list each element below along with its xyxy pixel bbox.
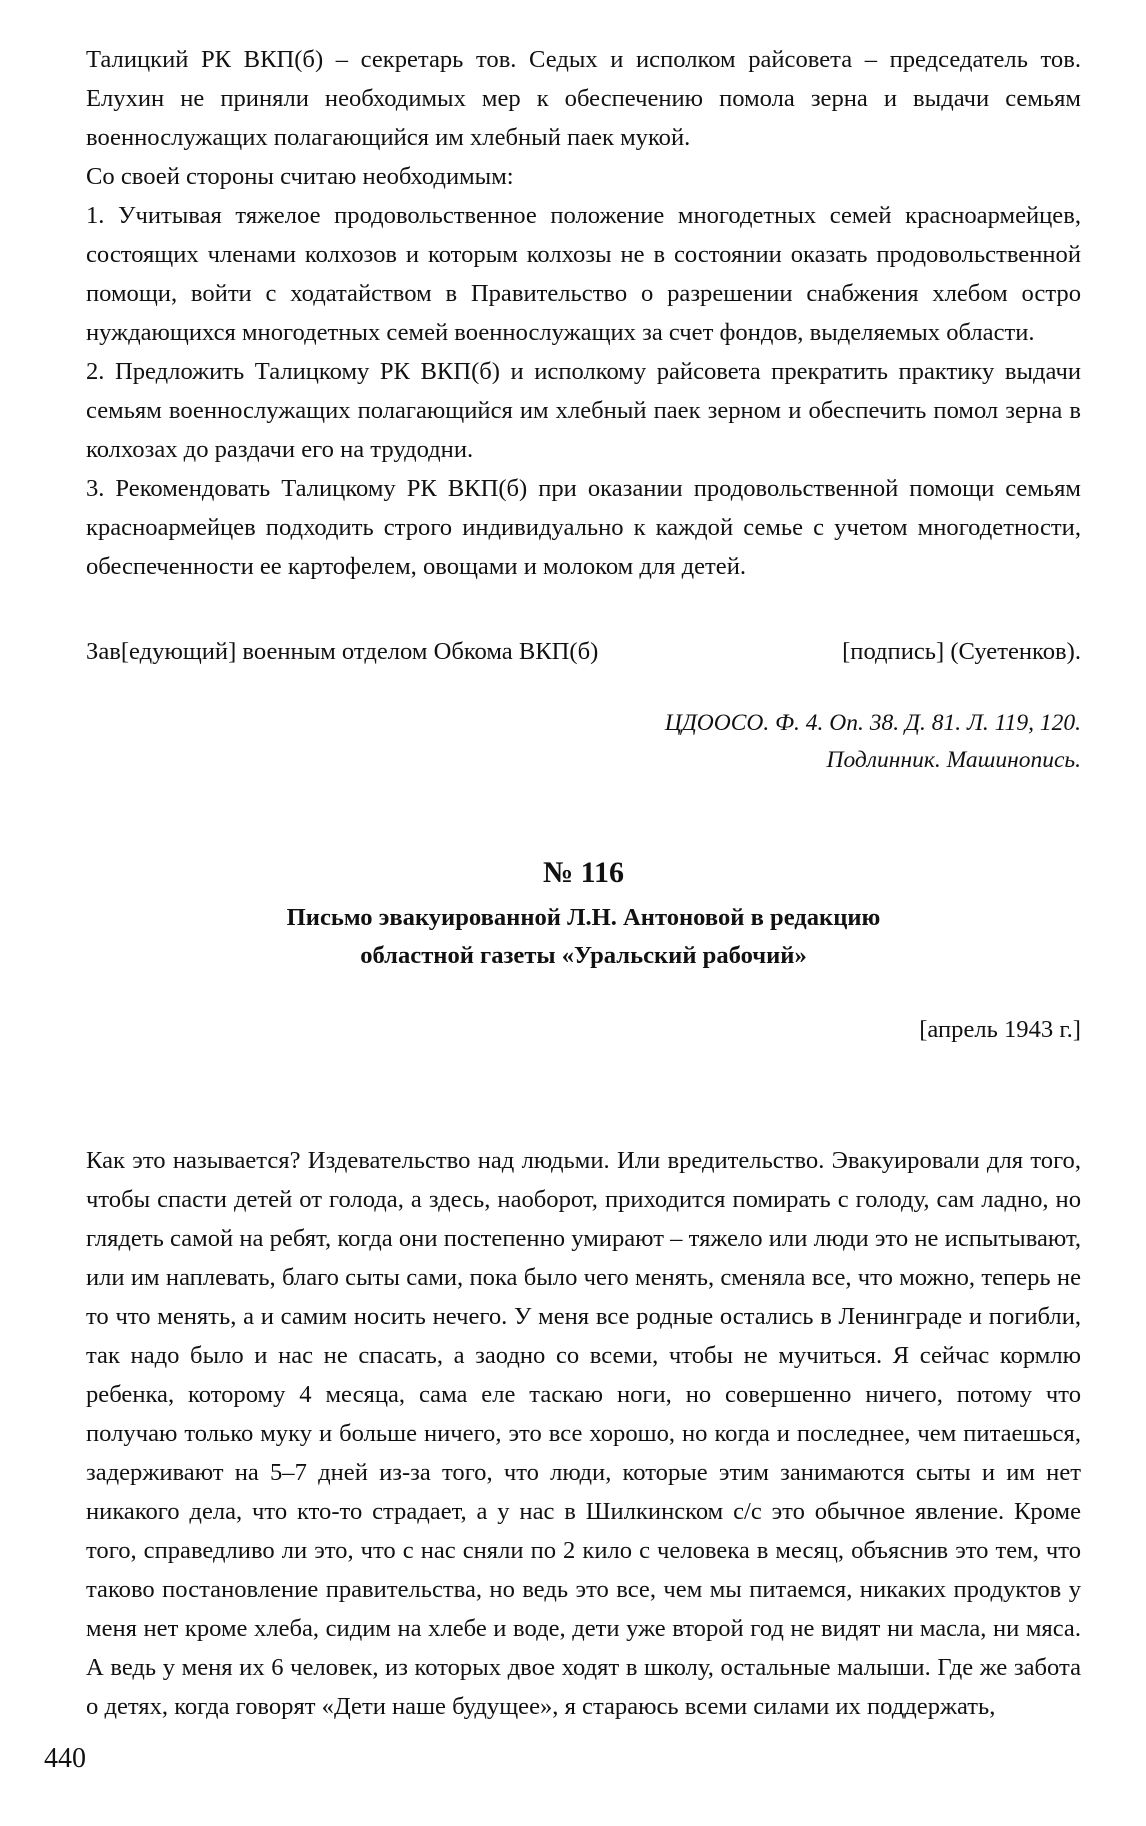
signature-position: Зав[едующий] военным отделом Обкома ВКП(б) [86,638,599,665]
document-title-line-2: областной газеты «Уральский рабочий» [360,942,807,969]
signature-line [86,632,1081,671]
page-number: 440 [44,1743,86,1774]
signature-name: [подпись] (Суетенков). [842,638,1081,665]
archive-source [86,705,1081,779]
document-date: [апрель 1943 г.] [919,1016,1081,1043]
paragraph-item-2: 2. Предложить Талицкому РК ВКП(б) и исполкому райсовета прекратить практику выдачи семьям военнослужащих полагающийся им хлебный паек зерном и обеспечить помол зерна в колхозах до раздачи его на трудодни. [86,358,1081,463]
paragraph-considerations: Со своей стороны считаю необходимым: [86,163,514,190]
document-number: № 116 [543,856,624,889]
paragraph-item-3: 3. Рекомендовать Талицкому РК ВКП(б) при оказании продовольственной помощи семьям красноармейцев подходить строго индивидуально к каждой семье с учетом многодетности, обеспеченности ее картофелем, овощами и молоком для детей. [86,475,1081,580]
paragraph-talitsky-rk: Талицкий РК ВКП(б) – секретарь тов. Седых и исполком райсовета – председатель тов. Елухин не приняли необходимых мер к обеспечению помола зерна и выдачи семьям военнослужащих полагающийся им хлебный паек мукой. [86,46,1081,151]
paragraph-item-1: 1. Учитывая тяжелое продовольственное положение многодетных семей красноармейцев, состоящих членами колхозов и которым колхозы не в состоянии оказать продовольственной помощи, войти с ходатайством в Правительство о разрешении снабжения хлебом остро нуждающихся многодетных семей военнослужащих за счет фондов, выделяемых области. [86,202,1081,346]
document-title [86,899,1081,975]
document-page [86,40,1081,1726]
letter-body: Как это называется? Издевательство над людьми. Или вредительство. Эвакуировали для того, чтобы спасти детей от голода, а здесь, наоборот, приходится помирать с голоду, сам ладно, но глядеть самой на ребят, когда они постепенно умирают – тяжело или люди это не испытывают, или им наплевать, благо сыты сами, пока было чего менять, сменяла все, что можно, теперь не то что менять, а и самим носить нечего. У меня все родные остались в Ленинграде и погибли, так надо было и нас не спасать, а заодно со всеми, чтобы не мучиться. Я сейчас кормлю ребенка, которому 4 месяца, сама еле таскаю ноги, но совершенно ничего, потому что получаю только муку и больше ничего, это все хорошо, но когда и последнее, чем питаешься, задерживают на 5–7 дней из-за того, что люди, которые этим занимаются сыты и им нет никакого дела, что кто-то страдает, а у нас в Шилкинском с/с это обычное явление. Кроме того, справедливо ли это, что с нас сняли по 2 кило с человека в месяц, объяснив это тем, что таково постановление правительства, но ведь это все, чем мы питаемся, никаких продуктов у меня нет кроме хлеба, сидим на хлебе и воде, дети уже второй год не видят ни масла, ни мяса. А ведь у меня их 6 человек, из которых двое ходят в школу, остальные малыши. Где же забота о детях, когда говорят «Дети наше будущее», я стараюсь всеми силами их поддержать, [86,1147,1081,1720]
archive-reference: ЦДООСО. Ф. 4. Оп. 38. Д. 81. Л. 119, 120. [664,710,1081,736]
document-type: Подлинник. Машинопись. [826,747,1081,773]
document-title-line-1: Письмо эвакуированной Л.Н. Антоновой в редакцию [286,904,881,931]
